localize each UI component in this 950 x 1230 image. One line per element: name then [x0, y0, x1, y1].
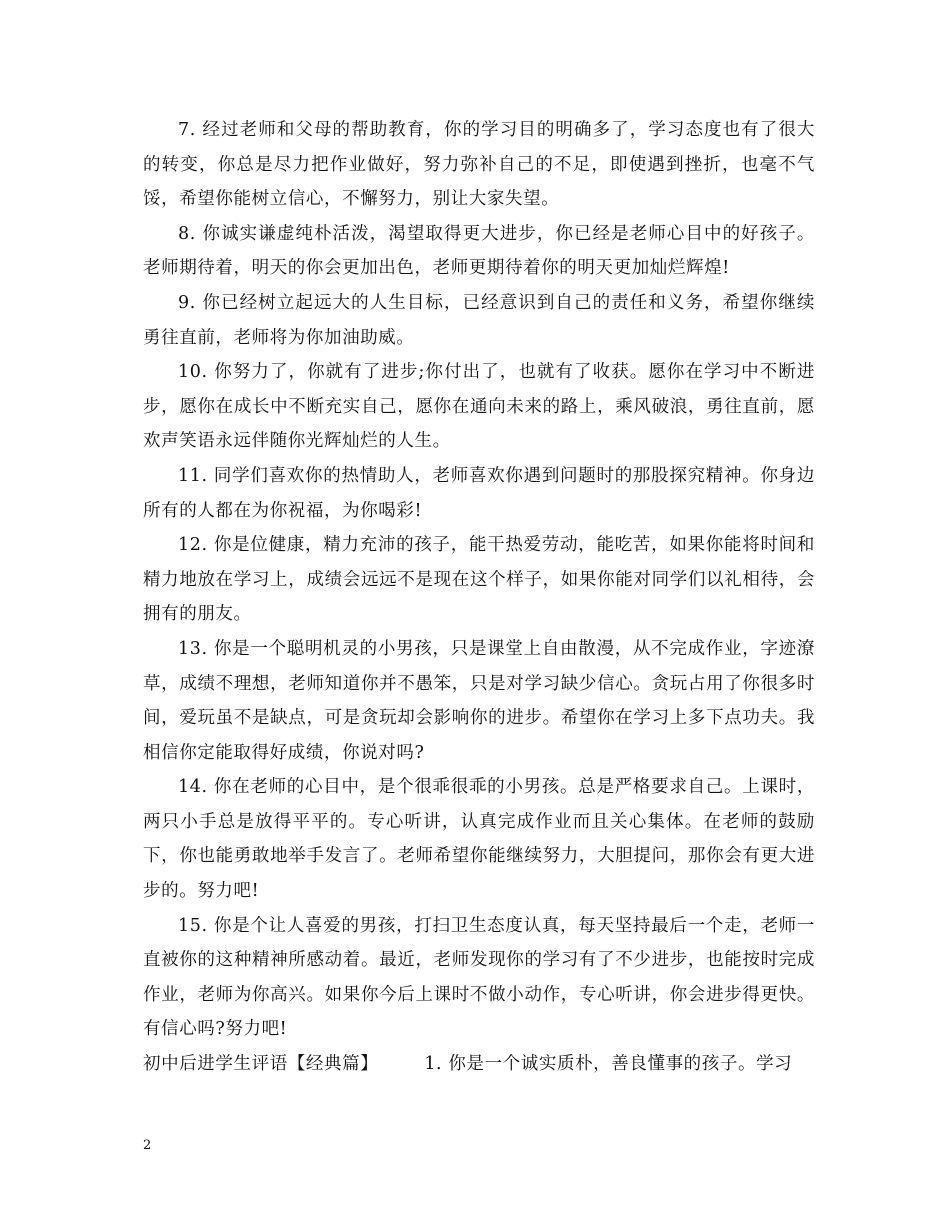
paragraph-comment-7: 7. 经过老师和父母的帮助教育，你的学习目的明确多了，学习态度也有了很大的转变，你总是尽力把作业做好，努力弥补自己的不足，即使遇到挫折，也毫不气馁，希望你能树立信心，不懈努力，别让大家失望。 — [143, 120, 815, 210]
paragraph-comment-15: 15. 你是个让人喜爱的男孩，打扫卫生态度认真，每天坚持最后一个走，老师一直被你的这种精神所感动着。最近，老师发现你的学习有了不少进步，也能按时完成作业，老师为你高兴。如果你今后上课时不做小动作，专心听讲，你会进步得更快。有信心吗?努力吧! — [143, 915, 815, 1040]
paragraph-comment-11: 11. 同学们喜欢你的热情助人，老师喜欢你遇到问题时的那股探究精神。你身边所有的人都在为你祝福，为你喝彩! — [143, 465, 815, 521]
section-heading-line — [143, 1047, 815, 1082]
paragraph-comment-12: 12. 你是位健康，精力充沛的孩子，能干热爱劳动，能吃苦，如果你能将时间和精力地放在学习上，成绩会远远不是现在这个样子，如果你能对同学们以礼相待，会拥有的朋友。 — [143, 535, 815, 625]
document-body — [143, 113, 815, 1082]
paragraph-comment-9: 9. 你已经树立起远大的人生目标，已经意识到自己的责任和义务，希望你继续勇往直前，老师将为你加油助威。 — [143, 292, 815, 348]
paragraph-comment-14: 14. 你在老师的心目中，是个很乖很乖的小男孩。总是严格要求自己。上课时，两只小手总是放得平平的。专心听讲，认真完成作业而且关心集体。在老师的鼓励下，你也能勇敢地举手发言了。老师希望你能继续努力，大胆提问，那你会有更大进步的。努力吧! — [143, 777, 815, 902]
page-number: 2 — [143, 1138, 152, 1153]
section-heading: 初中后进学生评语【经典篇】 — [143, 1054, 379, 1075]
paragraph-comment-13: 13. 你是一个聪明机灵的小男孩，只是课堂上自由散漫，从不完成作业，字迹潦草，成绩不理想，老师知道你并不愚笨，只是对学习缺少信心。贪玩占用了你很多时间，爱玩虽不是缺点，可是贪玩却会影响你的进步。希望你在学习上多下点功夫。我相信你定能取得好成绩，你说对吗? — [143, 638, 815, 763]
next-item-start: 1. 你是一个诚实质朴，善良懂事的孩子。学习 — [424, 1054, 793, 1075]
paragraph-comment-8: 8. 你诚实谦虚纯朴活泼，渴望取得更大进步，你已经是老师心目中的好孩子。老师期待着，明天的你会更加出色，老师更期待着你的明天更加灿烂辉煌! — [143, 223, 815, 279]
paragraph-comment-10: 10. 你努力了，你就有了进步;你付出了，也就有了收获。愿你在学习中不断进步，愿你在成长中不断充实自己，愿你在通向未来的路上，乘风破浪，勇往直前，愿欢声笑语永远伴随你光辉灿烂的人生。 — [143, 362, 815, 452]
